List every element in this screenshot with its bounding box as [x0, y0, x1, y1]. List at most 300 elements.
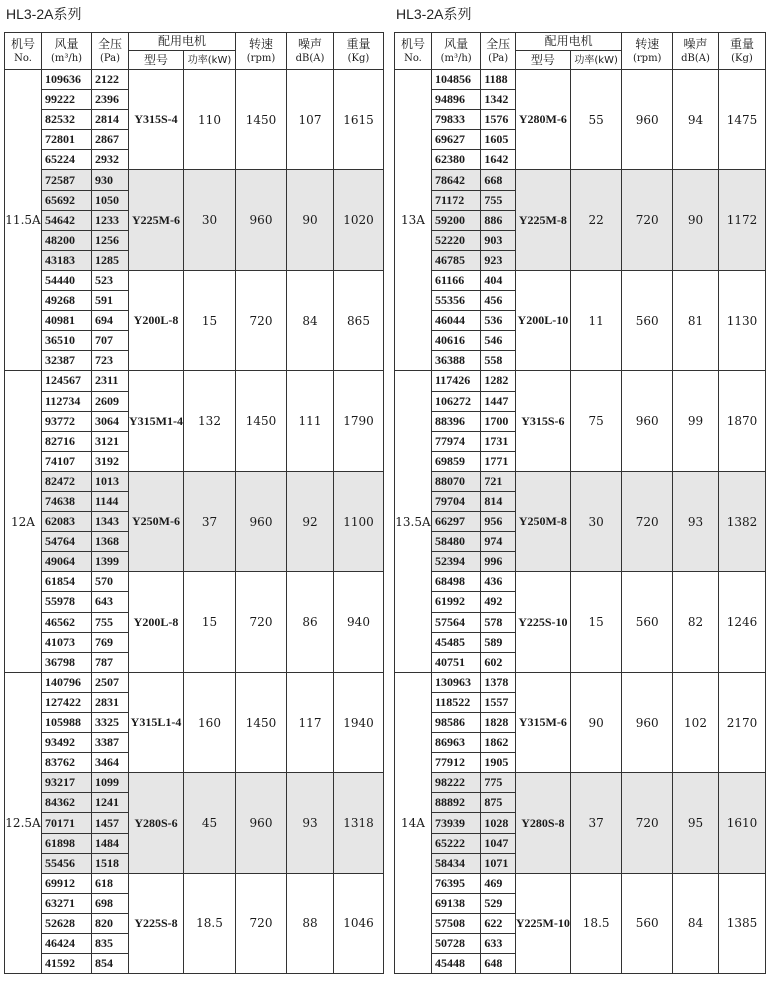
pressure-cell: 3464: [92, 753, 129, 773]
flow-cell: 124567: [42, 371, 92, 391]
pressure-cell: 1047: [481, 833, 516, 853]
weight-cell: 1100: [334, 471, 384, 571]
speed-cell: 1450: [236, 371, 287, 471]
model-cell: Y225S-8: [129, 873, 184, 973]
table-row: [395, 471, 766, 491]
pressure-cell: 956: [481, 512, 516, 532]
flow-cell: 57508: [431, 913, 480, 933]
weight-cell: 1385: [718, 873, 765, 973]
table-row: [5, 170, 384, 190]
weight-cell: 1020: [334, 170, 384, 270]
flow-cell: 55356: [431, 291, 480, 311]
table-row: [5, 270, 384, 290]
power-cell: 11: [570, 270, 622, 370]
flow-cell: 118522: [431, 692, 480, 712]
pressure-cell: 1700: [481, 411, 516, 431]
noise-cell: 90: [673, 170, 719, 270]
title-right: HL3-2A系列: [396, 6, 472, 22]
flow-cell: 106272: [431, 391, 480, 411]
pressure-cell: 2932: [92, 150, 129, 170]
pressure-cell: 1828: [481, 713, 516, 733]
flow-cell: 140796: [42, 672, 92, 692]
pressure-cell: 570: [92, 572, 129, 592]
flow-cell: 112734: [42, 391, 92, 411]
pressure-cell: 1905: [481, 753, 516, 773]
table-row: [395, 773, 766, 793]
flow-cell: 69138: [431, 893, 480, 913]
pressure-cell: 3387: [92, 733, 129, 753]
flow-cell: 69912: [42, 873, 92, 893]
pressure-cell: 404: [481, 270, 516, 290]
pressure-cell: 1771: [481, 451, 516, 471]
flow-cell: 65224: [42, 150, 92, 170]
model-cell: Y315S-4: [129, 70, 184, 170]
table-row: [395, 873, 766, 893]
model-cell: Y280S-6: [129, 773, 184, 873]
header-power: 功率(kW): [184, 51, 236, 70]
model-cell: Y225M-8: [515, 170, 570, 270]
model-cell: Y225S-10: [515, 572, 570, 672]
speed-cell: 720: [236, 873, 287, 973]
model-cell: Y315S-6: [515, 371, 570, 471]
table-row: [5, 672, 384, 692]
flow-cell: 45448: [431, 954, 480, 974]
pressure-cell: 1605: [481, 130, 516, 150]
flow-cell: 104856: [431, 70, 480, 90]
pressure-cell: 723: [92, 351, 129, 371]
pressure-cell: 436: [481, 572, 516, 592]
table-row: [5, 773, 384, 793]
weight-cell: 1870: [718, 371, 765, 471]
pressure-cell: 903: [481, 230, 516, 250]
header-noise: 噪声 dB(A): [287, 33, 334, 70]
flow-cell: 130963: [431, 672, 480, 692]
noise-cell: 93: [673, 471, 719, 571]
pressure-cell: 854: [92, 954, 129, 974]
speed-cell: 560: [622, 873, 673, 973]
pressure-cell: 469: [481, 873, 516, 893]
table-row: [395, 70, 766, 90]
pressure-cell: 558: [481, 351, 516, 371]
pressure-cell: 755: [92, 612, 129, 632]
power-cell: 37: [184, 471, 236, 571]
weight-cell: 1610: [718, 773, 765, 873]
flow-cell: 74107: [42, 451, 92, 471]
power-cell: 160: [184, 672, 236, 772]
pressure-cell: 1342: [481, 90, 516, 110]
pressure-cell: 923: [481, 250, 516, 270]
pressure-cell: 775: [481, 773, 516, 793]
flow-cell: 36798: [42, 652, 92, 672]
pressure-cell: 546: [481, 331, 516, 351]
table-row: [395, 672, 766, 692]
header-flow: 风量 (m³/h): [42, 33, 92, 70]
flow-cell: 57564: [431, 612, 480, 632]
weight-cell: 1130: [718, 270, 765, 370]
pressure-cell: 886: [481, 210, 516, 230]
flow-cell: 52220: [431, 230, 480, 250]
pressure-cell: 1099: [92, 773, 129, 793]
spec-table-right: [394, 32, 766, 974]
flow-cell: 55978: [42, 592, 92, 612]
pressure-cell: 591: [92, 291, 129, 311]
pressure-cell: 1518: [92, 853, 129, 873]
flow-cell: 41073: [42, 632, 92, 652]
noise-cell: 84: [673, 873, 719, 973]
flow-cell: 54440: [42, 270, 92, 290]
header-machine-no: 机号 No.: [5, 33, 42, 70]
flow-cell: 58434: [431, 853, 480, 873]
weight-cell: 1790: [334, 371, 384, 471]
speed-cell: 960: [622, 371, 673, 471]
noise-cell: 86: [287, 572, 334, 672]
pressure-cell: 3325: [92, 713, 129, 733]
pressure-cell: 523: [92, 270, 129, 290]
flow-cell: 93217: [42, 773, 92, 793]
pressure-cell: 3064: [92, 411, 129, 431]
weight-cell: 1046: [334, 873, 384, 973]
flow-cell: 109636: [42, 70, 92, 90]
power-cell: 15: [570, 572, 622, 672]
machine-no-cell: 11.5A: [5, 70, 42, 371]
flow-cell: 69627: [431, 130, 480, 150]
header-pressure: 全压 (Pa): [481, 33, 516, 70]
flow-cell: 78642: [431, 170, 480, 190]
speed-cell: 1450: [236, 70, 287, 170]
speed-cell: 960: [236, 471, 287, 571]
flow-cell: 59200: [431, 210, 480, 230]
pressure-cell: 1241: [92, 793, 129, 813]
flow-cell: 63271: [42, 893, 92, 913]
flow-cell: 50728: [431, 934, 480, 954]
pressure-cell: 2831: [92, 692, 129, 712]
pressure-cell: 814: [481, 491, 516, 511]
pressure-cell: 707: [92, 331, 129, 351]
flow-cell: 58480: [431, 532, 480, 552]
power-cell: 37: [570, 773, 622, 873]
header-model: 型号: [129, 51, 184, 70]
flow-cell: 94896: [431, 90, 480, 110]
pressure-cell: 694: [92, 311, 129, 331]
noise-cell: 94: [673, 70, 719, 170]
pressure-cell: 1457: [92, 813, 129, 833]
flow-cell: 62083: [42, 512, 92, 532]
pressure-cell: 835: [92, 934, 129, 954]
model-cell: Y280M-6: [515, 70, 570, 170]
flow-cell: 127422: [42, 692, 92, 712]
model-cell: Y250M-8: [515, 471, 570, 571]
speed-cell: 720: [622, 170, 673, 270]
noise-cell: 111: [287, 371, 334, 471]
weight-cell: 1246: [718, 572, 765, 672]
power-cell: 110: [184, 70, 236, 170]
flow-cell: 40981: [42, 311, 92, 331]
pressure-cell: 668: [481, 170, 516, 190]
pressure-cell: 622: [481, 913, 516, 933]
pressure-cell: 755: [481, 190, 516, 210]
model-cell: Y315L1-4: [129, 672, 184, 772]
speed-cell: 720: [622, 773, 673, 873]
pressure-cell: 1144: [92, 491, 129, 511]
header-power: 功率(kW): [570, 51, 622, 70]
machine-no-cell: 13A: [395, 70, 432, 371]
model-cell: Y200L-10: [515, 270, 570, 370]
pressure-cell: 578: [481, 612, 516, 632]
flow-cell: 45485: [431, 632, 480, 652]
weight-cell: 865: [334, 270, 384, 370]
pressure-cell: 643: [92, 592, 129, 612]
pressure-cell: 492: [481, 592, 516, 612]
flow-cell: 65222: [431, 833, 480, 853]
pressure-cell: 618: [92, 873, 129, 893]
header-noise: 噪声 dB(A): [673, 33, 719, 70]
pressure-cell: 648: [481, 954, 516, 974]
speed-cell: 720: [236, 270, 287, 370]
table-row: [5, 371, 384, 391]
flow-cell: 66297: [431, 512, 480, 532]
flow-cell: 40616: [431, 331, 480, 351]
flow-cell: 61992: [431, 592, 480, 612]
header-pressure: 全压 (Pa): [92, 33, 129, 70]
noise-cell: 82: [673, 572, 719, 672]
flow-cell: 70171: [42, 813, 92, 833]
speed-cell: 960: [236, 773, 287, 873]
noise-cell: 92: [287, 471, 334, 571]
pressure-cell: 1013: [92, 471, 129, 491]
pressure-cell: 3192: [92, 451, 129, 471]
speed-cell: 720: [622, 471, 673, 571]
model-cell: Y315M-6: [515, 672, 570, 772]
pressure-cell: 2609: [92, 391, 129, 411]
flow-cell: 49268: [42, 291, 92, 311]
power-cell: 30: [184, 170, 236, 270]
flow-cell: 52628: [42, 913, 92, 933]
flow-cell: 117426: [431, 371, 480, 391]
table-row: [5, 873, 384, 893]
flow-cell: 72801: [42, 130, 92, 150]
pressure-cell: 769: [92, 632, 129, 652]
flow-cell: 79704: [431, 491, 480, 511]
pressure-cell: 1642: [481, 150, 516, 170]
noise-cell: 99: [673, 371, 719, 471]
table-row: [395, 270, 766, 290]
pressure-cell: 1285: [92, 250, 129, 270]
flow-cell: 98586: [431, 713, 480, 733]
flow-cell: 77974: [431, 431, 480, 451]
pressure-cell: 1368: [92, 532, 129, 552]
flow-cell: 36388: [431, 351, 480, 371]
pressure-cell: 602: [481, 652, 516, 672]
flow-cell: 54764: [42, 532, 92, 552]
pressure-cell: 1050: [92, 190, 129, 210]
flow-cell: 71172: [431, 190, 480, 210]
flow-cell: 32387: [42, 351, 92, 371]
table-row: [395, 170, 766, 190]
flow-cell: 77912: [431, 753, 480, 773]
pressure-cell: 2507: [92, 672, 129, 692]
machine-no-cell: 12A: [5, 371, 42, 672]
power-cell: 90: [570, 672, 622, 772]
power-cell: 15: [184, 270, 236, 370]
flow-cell: 46785: [431, 250, 480, 270]
header-speed: 转速 (rpm): [236, 33, 287, 70]
speed-cell: 960: [622, 70, 673, 170]
flow-cell: 36510: [42, 331, 92, 351]
flow-cell: 69859: [431, 451, 480, 471]
pressure-cell: 536: [481, 311, 516, 331]
header-weight: 重量 (Kg): [718, 33, 765, 70]
pressure-cell: 1399: [92, 552, 129, 572]
model-cell: Y200L-8: [129, 572, 184, 672]
pressure-cell: 529: [481, 893, 516, 913]
pressure-cell: 698: [92, 893, 129, 913]
model-cell: Y225M-10: [515, 873, 570, 973]
noise-cell: 95: [673, 773, 719, 873]
speed-cell: 560: [622, 270, 673, 370]
noise-cell: 93: [287, 773, 334, 873]
flow-cell: 46424: [42, 934, 92, 954]
flow-cell: 82716: [42, 431, 92, 451]
header-motor: 配用电机: [515, 33, 622, 51]
header-speed: 转速 (rpm): [622, 33, 673, 70]
flow-cell: 72587: [42, 170, 92, 190]
title-left: HL3-2A系列: [6, 6, 82, 22]
table-row: [395, 371, 766, 391]
noise-cell: 81: [673, 270, 719, 370]
model-cell: Y250M-6: [129, 471, 184, 571]
flow-cell: 68498: [431, 572, 480, 592]
weight-cell: 1172: [718, 170, 765, 270]
pressure-cell: 996: [481, 552, 516, 572]
pressure-cell: 1233: [92, 210, 129, 230]
flow-cell: 99222: [42, 90, 92, 110]
flow-cell: 62380: [431, 150, 480, 170]
weight-cell: 1382: [718, 471, 765, 571]
table-row: [5, 70, 384, 90]
power-cell: 18.5: [570, 873, 622, 973]
pressure-cell: 633: [481, 934, 516, 954]
flow-cell: 61898: [42, 833, 92, 853]
pressure-cell: 875: [481, 793, 516, 813]
power-cell: 15: [184, 572, 236, 672]
table-row: [395, 572, 766, 592]
power-cell: 22: [570, 170, 622, 270]
pressure-cell: 1557: [481, 692, 516, 712]
noise-cell: 90: [287, 170, 334, 270]
speed-cell: 720: [236, 572, 287, 672]
speed-cell: 1450: [236, 672, 287, 772]
header-model: 型号: [515, 51, 570, 70]
pressure-cell: 1282: [481, 371, 516, 391]
speed-cell: 960: [236, 170, 287, 270]
pressure-cell: 1378: [481, 672, 516, 692]
weight-cell: 1318: [334, 773, 384, 873]
flow-cell: 88070: [431, 471, 480, 491]
model-cell: Y315M1-4: [129, 371, 184, 471]
flow-cell: 61854: [42, 572, 92, 592]
pressure-cell: 2311: [92, 371, 129, 391]
flow-cell: 46044: [431, 311, 480, 331]
table-row: [5, 572, 384, 592]
flow-cell: 93492: [42, 733, 92, 753]
pressure-cell: 1484: [92, 833, 129, 853]
flow-cell: 40751: [431, 652, 480, 672]
pressure-cell: 721: [481, 471, 516, 491]
weight-cell: 1475: [718, 70, 765, 170]
power-cell: 75: [570, 371, 622, 471]
header-motor: 配用电机: [129, 33, 236, 51]
model-cell: Y200L-8: [129, 270, 184, 370]
power-cell: 132: [184, 371, 236, 471]
flow-cell: 49064: [42, 552, 92, 572]
noise-cell: 84: [287, 270, 334, 370]
speed-cell: 560: [622, 572, 673, 672]
pressure-cell: 2867: [92, 130, 129, 150]
speed-cell: 960: [622, 672, 673, 772]
flow-cell: 82532: [42, 110, 92, 130]
power-cell: 30: [570, 471, 622, 571]
header-flow: 风量 (m³/h): [431, 33, 480, 70]
pressure-cell: 456: [481, 291, 516, 311]
flow-cell: 74638: [42, 491, 92, 511]
flow-cell: 73939: [431, 813, 480, 833]
flow-cell: 55456: [42, 853, 92, 873]
pressure-cell: 1576: [481, 110, 516, 130]
flow-cell: 98222: [431, 773, 480, 793]
pressure-cell: 1731: [481, 431, 516, 451]
header-machine-no: 机号 No.: [395, 33, 432, 70]
header-weight: 重量 (Kg): [334, 33, 384, 70]
flow-cell: 76395: [431, 873, 480, 893]
noise-cell: 88: [287, 873, 334, 973]
machine-no-cell: 13.5A: [395, 371, 432, 672]
pressure-cell: 1862: [481, 733, 516, 753]
flow-cell: 43183: [42, 250, 92, 270]
machine-no-cell: 12.5A: [5, 672, 42, 973]
pressure-cell: 787: [92, 652, 129, 672]
pressure-cell: 589: [481, 632, 516, 652]
flow-cell: 82472: [42, 471, 92, 491]
pressure-cell: 1188: [481, 70, 516, 90]
weight-cell: 1940: [334, 672, 384, 772]
weight-cell: 2170: [718, 672, 765, 772]
flow-cell: 88396: [431, 411, 480, 431]
table-row: [5, 471, 384, 491]
pressure-cell: 3121: [92, 431, 129, 451]
weight-cell: 1615: [334, 70, 384, 170]
pressure-cell: 1028: [481, 813, 516, 833]
flow-cell: 54642: [42, 210, 92, 230]
flow-cell: 46562: [42, 612, 92, 632]
flow-cell: 84362: [42, 793, 92, 813]
flow-cell: 88892: [431, 793, 480, 813]
flow-cell: 83762: [42, 753, 92, 773]
flow-cell: 61166: [431, 270, 480, 290]
flow-cell: 48200: [42, 230, 92, 250]
noise-cell: 107: [287, 70, 334, 170]
flow-cell: 105988: [42, 713, 92, 733]
flow-cell: 52394: [431, 552, 480, 572]
model-cell: Y225M-6: [129, 170, 184, 270]
noise-cell: 117: [287, 672, 334, 772]
power-cell: 18.5: [184, 873, 236, 973]
pressure-cell: 974: [481, 532, 516, 552]
model-cell: Y280S-8: [515, 773, 570, 873]
noise-cell: 102: [673, 672, 719, 772]
weight-cell: 940: [334, 572, 384, 672]
flow-cell: 86963: [431, 733, 480, 753]
pressure-cell: 2396: [92, 90, 129, 110]
